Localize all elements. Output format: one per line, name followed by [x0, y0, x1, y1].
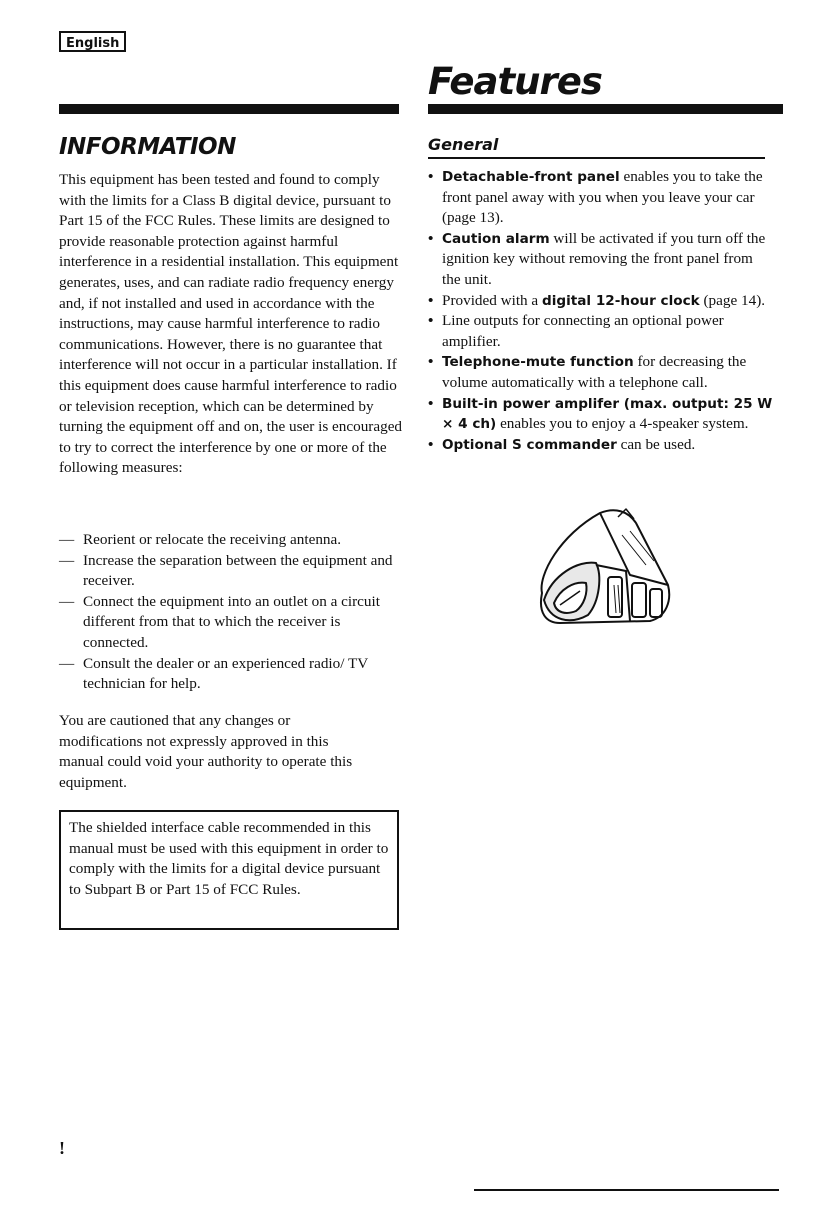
feature-bold: Built-in power amplifer (max. output: 25 W × 4 ch): [442, 395, 773, 433]
bullet-marker: •: [428, 229, 434, 247]
list-item: [428, 352, 773, 393]
information-heading: INFORMATION: [59, 134, 236, 160]
bullet-marker: •: [428, 312, 434, 330]
feature-text: for decreasing the volume automatically with a telephone call.: [442, 353, 747, 391]
left-heading-rule: [59, 104, 399, 114]
feature-text: Line outputs for connecting an optional power amplifier.: [442, 312, 724, 350]
measure-text: Reorient or relocate the receiving antenna.: [83, 531, 342, 548]
measure-text: Connect the equipment into an outlet on a circuit different from that to which the receiver is connected.: [83, 592, 380, 651]
feature-bold: Telephone-mute function: [442, 354, 634, 371]
measure-text: Consult the dealer or an experienced radio/ TV technician for help.: [83, 654, 368, 693]
remote-commander-illustration: [530, 505, 675, 630]
feature-bold: Optional S commander: [442, 436, 617, 453]
page-mark: !: [59, 1138, 65, 1158]
bullet-marker: •: [428, 394, 434, 412]
dash-marker: —: [59, 592, 75, 610]
bullet-marker: •: [428, 435, 434, 453]
feature-bold: Detachable-front panel: [442, 169, 620, 185]
bullet-marker: •: [428, 353, 434, 371]
feature-text: will be activated if you turn off the ignition key without removing the front panel from the unit.: [442, 229, 766, 288]
feature-bold: Caution alarm: [442, 230, 550, 247]
notice-box: [59, 810, 399, 930]
measure-text: Increase the separation between the equipment and receiver.: [83, 551, 393, 590]
bullet-marker: •: [428, 168, 434, 185]
language-tab: English: [59, 31, 126, 52]
fcc-intro-text: This equipment has been tested and found to comply with the limits for a Class B digital device, pursuant to Part 15 of the FCC Rules. These limits are designed to provide reasonable protection against harmful interference in a residential installation. This equipment generates, uses, and can radiate radio frequency energy and, if not installed and used in accordance with the instructions, may cause harmful interference to radio communications. However, there is no guarantee that interference will not occur in a particular installation. If this equipment does cause harmful interference to radio or television reception, which can be determined by turning the equipment off and on, the user is encouraged to try to correct the interference by one or more of the following measures:: [59, 171, 403, 477]
footer-rule: [474, 1189, 779, 1191]
feature-text: enables you to enjoy a 4-speaker system.: [496, 415, 749, 433]
list-item: [428, 435, 773, 456]
caution-text: You are cautioned that any changes or modifications not expressly approved in this manual could void your authority to operate this equipment.: [59, 712, 353, 791]
measures-list: [59, 530, 404, 695]
list-item: [59, 592, 404, 654]
list-item: [59, 530, 404, 551]
right-heading-rule: [428, 104, 783, 114]
list-item: [428, 311, 773, 352]
feature-text: Provided with a: [442, 291, 542, 309]
bullet-marker: •: [428, 291, 434, 309]
features-list: [428, 167, 773, 455]
list-item: [428, 394, 773, 435]
feature-text: (page 14).: [699, 291, 766, 309]
list-item: [428, 229, 773, 291]
list-item: [59, 551, 404, 592]
features-title: Features: [428, 60, 602, 103]
dash-marker: —: [59, 551, 75, 569]
general-heading: General: [428, 135, 499, 154]
notice-text: The shielded interface cable recommended in this manual must be used with this equipment in order to comply with the limits for a digital device pursuant to Subpart B or Part 15 of FCC Rules.: [69, 819, 389, 898]
general-underline: [428, 157, 765, 159]
feature-bold: digital 12-hour clock: [541, 292, 700, 309]
feature-text: enables you to take the front panel away with you when you leave your car (page 13).: [442, 168, 763, 227]
list-item: [59, 654, 404, 695]
list-item: [428, 167, 773, 229]
feature-text: can be used.: [616, 435, 696, 453]
dash-marker: —: [59, 654, 75, 672]
list-item: [428, 291, 773, 312]
dash-marker: —: [59, 531, 75, 548]
